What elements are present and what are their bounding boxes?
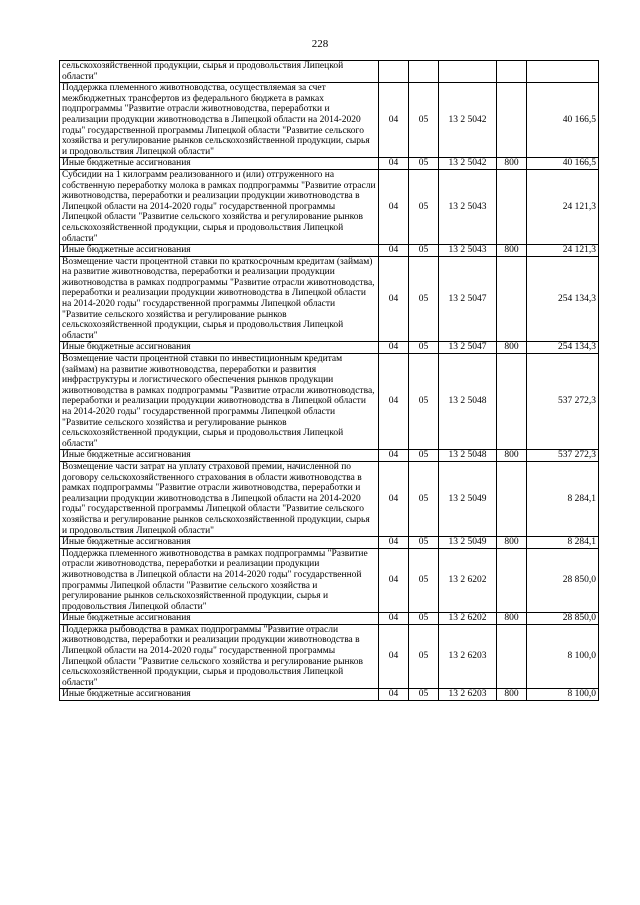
target-code-cell: 13 2 5047 [439, 256, 497, 342]
sum-cell: 40 166,5 [527, 83, 599, 158]
expense-type-cell: 800 [497, 342, 527, 354]
expense-name-cell: сельскохозяйственной продукции, сырья и продовольствия Липецкой области" [60, 61, 379, 83]
target-code-cell: 13 2 5049 [439, 537, 497, 549]
expense-type-cell [497, 169, 527, 244]
expense-type-cell: 800 [497, 450, 527, 462]
target-code-cell: 13 2 6203 [439, 624, 497, 689]
subsection-code-cell: 05 [409, 256, 439, 342]
table-row [60, 158, 599, 170]
sum-cell: 8 284,1 [527, 461, 599, 536]
table-row [60, 342, 599, 354]
subsection-code-cell: 05 [409, 689, 439, 701]
expense-name-cell: Возмещение части затрат на уплату страховой премии, начисленной по договору сельскохозяйственного страхования в области животноводства в рамках подпрограммы "Развитие отрасли животноводства, переработки и реализации продукции животноводства в Липецкой области на 2014-2020 годы" государственной программы Липецкой области "Развитие сельского хозяйства и регулирование рынков сельскохозяйственной продукции, сырья и продовольствия Липецкой области" [60, 461, 379, 536]
section-code-cell: 04 [379, 245, 409, 257]
table-row [60, 613, 599, 625]
section-code-cell [379, 61, 409, 83]
expense-name-cell: Иные бюджетные ассигнования [60, 613, 379, 625]
expense-name-cell: Субсидии на 1 килограмм реализованного и (или) отгруженного на собственную переработку молока в рамках подпрограммы "Развитие отрасли животноводства, переработки и реализации продукции животноводства в Липецкой области на 2014-2020 годы" государственной программы Липецкой области "Развитие сельского хозяйства и регулирование рынков сельскохозяйственной продукции, сырья и продовольствия Липецкой области" [60, 169, 379, 244]
table-row [60, 461, 599, 536]
subsection-code-cell: 05 [409, 158, 439, 170]
section-code-cell: 04 [379, 158, 409, 170]
expense-name-cell: Иные бюджетные ассигнования [60, 689, 379, 701]
subsection-code-cell: 05 [409, 461, 439, 536]
subsection-code-cell: 05 [409, 169, 439, 244]
expense-type-cell [497, 256, 527, 342]
table-row [60, 689, 599, 701]
expense-type-cell [497, 461, 527, 536]
sum-cell: 8 284,1 [527, 537, 599, 549]
target-code-cell: 13 2 5043 [439, 169, 497, 244]
expense-name-cell: Иные бюджетные ассигнования [60, 450, 379, 462]
subsection-code-cell: 05 [409, 354, 439, 450]
sum-cell: 24 121,3 [527, 245, 599, 257]
section-code-cell: 04 [379, 256, 409, 342]
section-code-cell: 04 [379, 83, 409, 158]
section-code-cell: 04 [379, 342, 409, 354]
sum-cell: 28 850,0 [527, 613, 599, 625]
target-code-cell: 13 2 5043 [439, 245, 497, 257]
page-number: 228 [311, 38, 329, 50]
expense-type-cell: 800 [497, 537, 527, 549]
expense-name-cell: Возмещение части процентной ставки по краткосрочным кредитам (займам) на развитие животноводства, переработки и реализации продукции животноводства в рамках подпрограммы "Развитие отрасли животноводства, переработки и реализации продукции животноводства в Липецкой области на 2014-2020 годы" государственной программы Липецкой области "Развитие сельского хозяйства и регулирование рынков сельскохозяйственной продукции, сырья и продовольствия Липецкой области" [60, 256, 379, 342]
expense-name-cell: Иные бюджетные ассигнования [60, 245, 379, 257]
section-code-cell: 04 [379, 548, 409, 613]
target-code-cell: 13 2 5042 [439, 83, 497, 158]
table-row [60, 169, 599, 244]
target-code-cell: 13 2 5048 [439, 450, 497, 462]
section-code-cell: 04 [379, 689, 409, 701]
expense-name-cell: Иные бюджетные ассигнования [60, 342, 379, 354]
table-row [60, 450, 599, 462]
subsection-code-cell [409, 61, 439, 83]
section-code-cell: 04 [379, 169, 409, 244]
section-code-cell: 04 [379, 461, 409, 536]
expense-type-cell: 800 [497, 158, 527, 170]
table-row [60, 245, 599, 257]
expense-type-cell [497, 354, 527, 450]
section-code-cell: 04 [379, 537, 409, 549]
sum-cell [527, 61, 599, 83]
sum-cell: 24 121,3 [527, 169, 599, 244]
expense-name-cell: Поддержка рыбоводства в рамках подпрограммы "Развитие отрасли животноводства, переработки и реализации продукции животноводства в Липецкой области на 2014-2020 годы" государственной программы Липецкой области "Развитие сельского хозяйства и регулирование рынков сельскохозяйственной продукции, сырья и продовольствия Липецкой области" [60, 624, 379, 689]
expense-name-cell: Возмещение части процентной ставки по инвестиционным кредитам (займам) на развитие животноводства, переработки и развития инфраструктуры и логистического обеспечения рынков продукции животноводства в рамках подпрограммы "Развитие отрасли животноводства, переработки и реализации продукции животноводства в Липецкой области на 2014-2020 годы" государственной программы Липецкой области "Развитие сельского хозяйства и регулирование рынков сельскохозяйственной продукции, сырья и продовольствия Липецкой области" [60, 354, 379, 450]
expense-name-cell: Иные бюджетные ассигнования [60, 537, 379, 549]
subsection-code-cell: 05 [409, 450, 439, 462]
target-code-cell: 13 2 5047 [439, 342, 497, 354]
table-row [60, 624, 599, 689]
expense-type-cell [497, 624, 527, 689]
section-code-cell: 04 [379, 450, 409, 462]
target-code-cell: 13 2 6203 [439, 689, 497, 701]
sum-cell: 8 100,0 [527, 689, 599, 701]
target-code-cell: 13 2 5042 [439, 158, 497, 170]
expense-type-cell: 800 [497, 689, 527, 701]
table-row [60, 354, 599, 450]
target-code-cell [439, 61, 497, 83]
table-row [60, 256, 599, 342]
subsection-code-cell: 05 [409, 245, 439, 257]
subsection-code-cell: 05 [409, 548, 439, 613]
subsection-code-cell: 05 [409, 613, 439, 625]
target-code-cell: 13 2 6202 [439, 613, 497, 625]
expense-type-cell [497, 83, 527, 158]
section-code-cell: 04 [379, 624, 409, 689]
sum-cell: 40 166,5 [527, 158, 599, 170]
sum-cell: 8 100,0 [527, 624, 599, 689]
sum-cell: 537 272,3 [527, 354, 599, 450]
budget-table [59, 60, 599, 701]
expense-type-cell [497, 548, 527, 613]
subsection-code-cell: 05 [409, 537, 439, 549]
expense-name-cell: Поддержка племенного животноводства в рамках подпрограммы "Развитие отрасли животноводства, переработки и реализации продукции животноводства в Липецкой области на 2014-2020 годы" государственной программы Липецкой области "Развитие сельского хозяйства и регулирование рынков сельскохозяйственной продукции, сырья и продовольствия Липецкой области" [60, 548, 379, 613]
table-row [60, 61, 599, 83]
table-row [60, 548, 599, 613]
budget-table-body [60, 61, 599, 701]
target-code-cell: 13 2 6202 [439, 548, 497, 613]
target-code-cell: 13 2 5048 [439, 354, 497, 450]
subsection-code-cell: 05 [409, 342, 439, 354]
expense-name-cell: Поддержка племенного животноводства, осуществляемая за счет межбюджетных трансфертов из федерального бюджета в рамках подпрограммы "Развитие отрасли животноводства, переработки и реализации продукции животноводства в Липецкой области на 2014-2020 годы" государственной программы Липецкой области "Развитие сельского хозяйства и регулирование рынков сельскохозяйственной продукции, сырья и продовольствия Липецкой области" [60, 83, 379, 158]
table-row [60, 83, 599, 158]
table-row [60, 537, 599, 549]
sum-cell: 537 272,3 [527, 450, 599, 462]
subsection-code-cell: 05 [409, 83, 439, 158]
section-code-cell: 04 [379, 613, 409, 625]
sum-cell: 254 134,3 [527, 256, 599, 342]
expense-type-cell: 800 [497, 245, 527, 257]
section-code-cell: 04 [379, 354, 409, 450]
target-code-cell: 13 2 5049 [439, 461, 497, 536]
expense-type-cell [497, 61, 527, 83]
expense-name-cell: Иные бюджетные ассигнования [60, 158, 379, 170]
sum-cell: 254 134,3 [527, 342, 599, 354]
subsection-code-cell: 05 [409, 624, 439, 689]
expense-type-cell: 800 [497, 613, 527, 625]
sum-cell: 28 850,0 [527, 548, 599, 613]
